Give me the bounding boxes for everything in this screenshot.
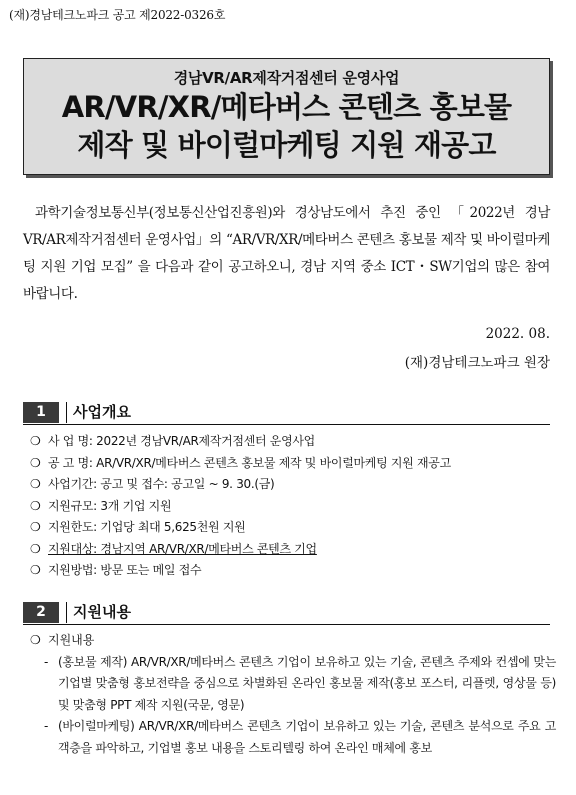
- circle-bullet-icon: ❍: [30, 541, 41, 556]
- issue-date: 2022. 08.: [485, 326, 550, 342]
- list-item: - (바이럴마케팅) AR/VR/XR/메타버스 콘텐츠 기업이 보유하고 있는 기술, 콘텐츠 분석으로 주요 고객층을 파악하고, 기업별 홍보 내용을 스토리텔링 하여 온라인 매체에 홍보: [30, 716, 556, 759]
- dash-bullet-icon: -: [44, 654, 49, 669]
- list-item: ❍ 지원내용: [30, 630, 556, 652]
- section-2-header: [23, 602, 550, 625]
- title-line-1: AR/VR/XR/메타버스 콘텐츠 홍보물: [61, 90, 512, 124]
- title-line-2: 제작 및 바이럴마케팅 지원 재공고: [77, 128, 496, 162]
- circle-bullet-icon: ❍: [30, 563, 41, 577]
- list-item: ❍ 지원규모: 3개 기업 지원: [30, 496, 556, 518]
- issuer-block: [405, 320, 550, 378]
- section-1-header: [23, 402, 550, 425]
- circle-bullet-icon: ❍: [30, 477, 41, 491]
- section-2-number: 2: [23, 602, 59, 623]
- circle-bullet-icon: ❍: [30, 455, 41, 470]
- intro-paragraph: [23, 200, 550, 308]
- title-box: [23, 58, 550, 175]
- section-1-number: 1: [23, 402, 59, 423]
- section-1-title: 사업개요: [66, 402, 131, 423]
- section-1-list: [30, 431, 556, 582]
- circle-bullet-icon: ❍: [30, 434, 41, 448]
- list-item: ❍ 공 고 명: AR/VR/XR/메타버스 콘텐츠 홍보물 제작 및 바이럴마케팅 지원 재공고: [30, 453, 556, 475]
- section-2-list: [30, 630, 556, 759]
- document-number: (재)경남테크노파크 공고 제2022-0326호: [9, 8, 226, 22]
- issuer-name: (재)경남테크노파크 원장: [404, 355, 550, 371]
- circle-bullet-icon: ❍: [30, 520, 41, 534]
- list-item: - (홍보물 제작) AR/VR/XR/메타버스 콘텐츠 기업이 보유하고 있는 기술, 콘텐츠 주제와 컨셉에 맞는 기업별 맞춤형 홍보전략을 중심으로 차별화된 온라인 홍보물 제작(홍보 포스터, 리플렛, 영상물 등) 및 맞춤형 PPT 제작 지원(국문, 영문): [30, 652, 556, 717]
- list-item: ❍ 사업기간: 공고 및 접수: 공고일 ~ 9. 30.(금): [30, 474, 556, 496]
- section-2-title: 지원내용: [66, 602, 131, 623]
- dash-bullet-icon: -: [44, 719, 49, 733]
- intro-text: 과학기술정보통신부(정보통신산업진흥원)와 경상남도에서 추진 중인 「2022년 경남VR/AR제작거점센터 운영사업」의 “AR/VR/XR/메타버스 콘텐츠 홍보물 제작 및 바이럴마케팅 지원 기업 모집” 을 다음과 같이 공고하오니, 경남 지역 중소 ICT・SW기업의 많은 참여 바랍니다.: [23, 205, 550, 302]
- circle-bullet-icon: ❍: [30, 633, 41, 647]
- list-item: ❍ 지원대상: 경남지역 AR/VR/XR/메타버스 콘텐츠 기업: [30, 539, 556, 561]
- list-item: ❍ 지원방법: 방문 또는 메일 접수: [30, 560, 556, 582]
- circle-bullet-icon: ❍: [30, 498, 41, 513]
- list-item: ❍ 지원한도: 기업당 최대 5,625천원 지원: [30, 517, 556, 539]
- list-item: ❍ 사 업 명: 2022년 경남VR/AR제작거점센터 운영사업: [30, 431, 556, 453]
- title-subtitle: 경남VR/AR제작거점센터 운영사업: [173, 69, 400, 87]
